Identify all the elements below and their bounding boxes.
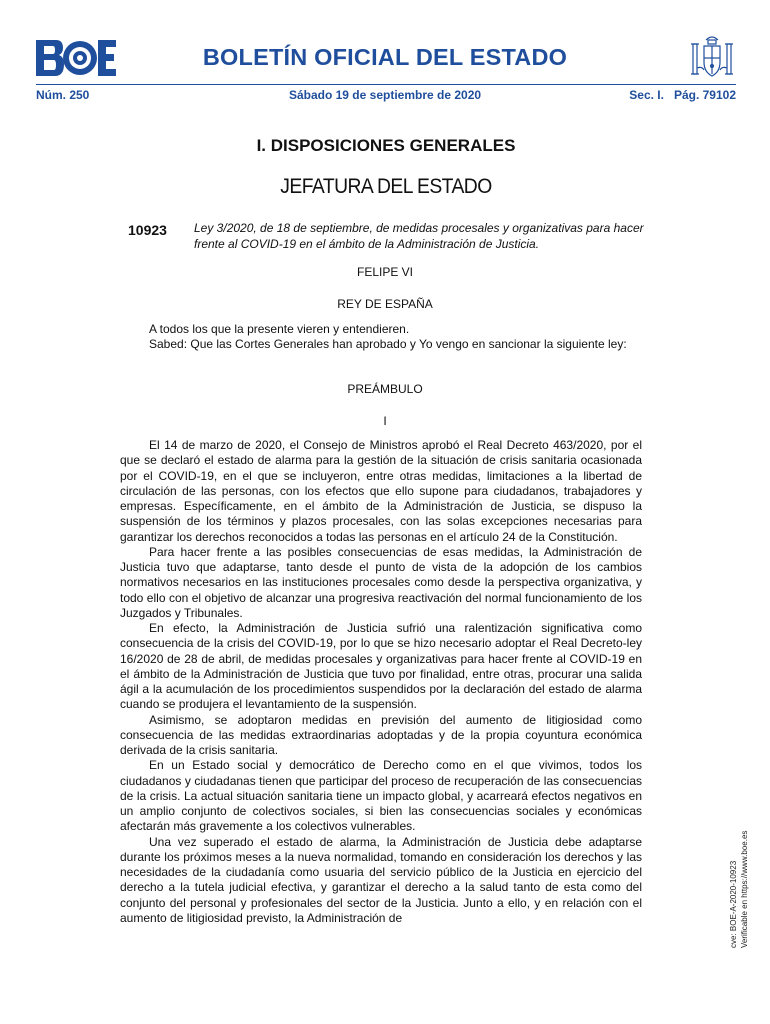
- department-title: JEFATURA DEL ESTADO: [280, 175, 492, 198]
- body-paragraph: Asimismo, se adoptaron medidas en previsión del aumento de litigiosidad como consecuencia de las medidas extraordinarias adoptadas y de la propia coyuntura económica derivada de la crisis sanitaria.: [120, 712, 642, 757]
- page-title: BOLETÍN OFICIAL DEL ESTADO: [202, 44, 568, 70]
- section-title: I. DISPOSICIONES GENERALES: [256, 136, 516, 155]
- law-title: Ley 3/2020, de 18 de septiembre, de medidas procesales y organizativas para hacer frente al COVID-19 en el ámbito de la Administración de Justicia.: [194, 221, 644, 251]
- intro-paragraph: Sabed: Que las Cortes Generales han aprobado y Yo vengo en sancionar la siguiente ley:: [149, 337, 627, 352]
- intro-text: [120, 322, 642, 352]
- issue-date: Sábado 19 de septiembre de 2020: [288, 88, 482, 102]
- boe-logo: [36, 40, 116, 76]
- kingdom-line: REY DE ESPAÑA: [337, 297, 433, 311]
- body-paragraph: En un Estado social y democrático de Derecho como en el que vivimos, todos los ciudadanos y ciudadanas tienen que participar del proceso de recuperación de las consecuencias de la crisis. La actual situación sanitaria tiene un impacto global, y acarreará efectos negativos en un amplio conjunto de colectivos sociales, si bien las consecuencias sociales y económicas afectarán más gravemente a los colectivos vulnerables.: [120, 758, 642, 834]
- king-name: FELIPE VI: [356, 265, 414, 279]
- section-page: Sec. I. Pág. 79102: [629, 88, 736, 102]
- verification-note: [728, 748, 754, 948]
- body-paragraph: En efecto, la Administración de Justicia sufrió una ralentización significativa como consecuencia de la crisis del COVID-19, por lo que se hizo necesario adoptar el Real Decreto-ley 16/2020 de 28 de abril, de medidas procesales y organizativas para hacer frente al COVID-19 en el ámbito de la Administración de Justicia que tuvo por finalidad, entre otras, procurar una salida ágil a la acumulación de los procedimientos suspendidos por la declaración del estado de alarma cuando se produjera el levantamiento de la suspensión.: [120, 621, 642, 712]
- law-number: 10923: [128, 222, 167, 238]
- preamble-part-number: I: [383, 414, 387, 428]
- intro-paragraph: A todos los que la presente vieren y entendieren.: [149, 322, 410, 336]
- preamble-heading: PREÁMBULO: [347, 382, 423, 396]
- verification-link[interactable]: Verificable en https://www.boe.es: [740, 830, 749, 948]
- header-rule: [36, 84, 736, 85]
- spain-coat-of-arms-icon: [688, 32, 736, 82]
- preamble-text: [120, 438, 642, 926]
- body-paragraph: El 14 de marzo de 2020, el Consejo de Ministros aprobó el Real Decreto 463/2020, por el que se declaró el estado de alarma para la gestión de la situación de crisis sanitaria ocasionada por el COVID-19, en el que se incluyeron, entre otras medidas, limitaciones a la libertad de circulación de las personas, con los efectos que ello supone para ciudadanos, trabajadores y empresas. Específicamente, en el ámbito de la Administración de Justicia, se dispuso la suspensión de los términos y plazos procesales, con las solas excepciones necesarias para garantizar los derechos reconocidos a todas las personas en el artículo 24 de la Constitución.: [120, 438, 642, 544]
- body-paragraph: Una vez superado el estado de alarma, la Administración de Justicia debe adaptarse durante los próximos meses a la nueva normalidad, tomando en consideración los derechos y las necesidades de la ciudadanía como usuaria del servicio público de la Justicia en ejercicio del derecho a la tutela judicial efectiva, y garantizar el derecho a la salud tanto de esta como del conjunto del personal y profesionales del sector de la Justicia. Junto a ello, y en relación con el aumento de litigiosidad previsto, la Administración de: [120, 834, 642, 925]
- issue-number: Núm. 250: [36, 88, 90, 102]
- cve-code: cve: BOE-A-2020-10923: [729, 860, 738, 948]
- body-paragraph: Para hacer frente a las posibles consecuencias de esas medidas, la Administración de Justicia tuvo que adaptarse, tanto desde el punto de vista de la adopción de los cambios normativos necesarios en las instituciones procesales como desde la perspectiva organizativa, y todo ello con el objetivo de alcanzar una progresiva reactivación del normal funcionamiento de los Juzgados y Tribunales.: [120, 544, 642, 620]
